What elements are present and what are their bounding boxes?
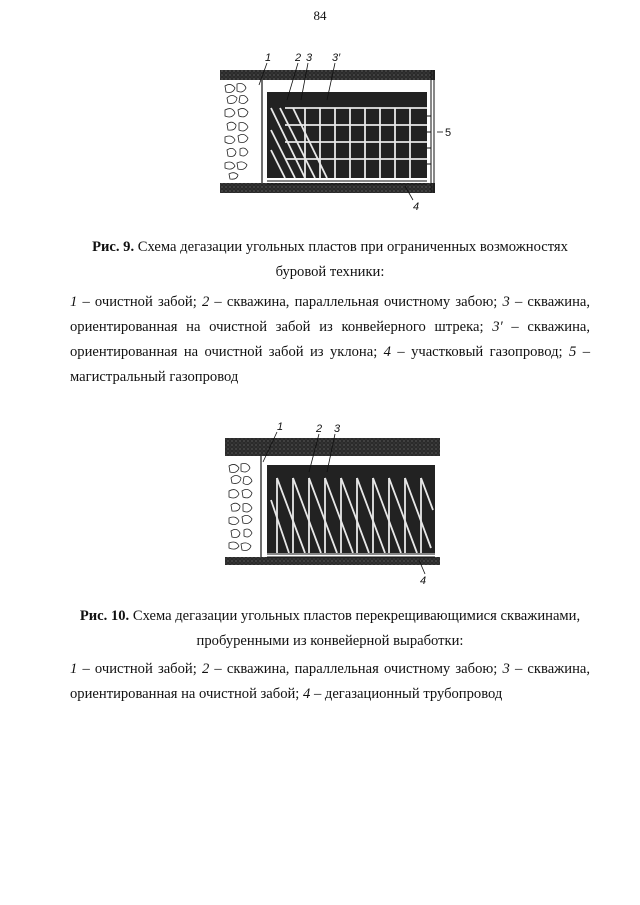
fig10-legend-num: 4: [303, 686, 311, 702]
figure-10-caption: [70, 604, 590, 654]
fig9-legend-num: 5: [569, 344, 577, 360]
fig10-legend-num: 2: [201, 661, 210, 677]
fig9-legend-num: 4: [383, 344, 391, 360]
fig9-legend-text: – скважина, ориентированная на очистной забой из конвейерного штрека;: [70, 294, 591, 335]
fig9-label-3prime: 3′: [332, 52, 341, 64]
goaf-rubble: [225, 84, 248, 180]
fig9-label-5: 5: [445, 127, 452, 139]
fig9-label-2: 2: [295, 52, 302, 64]
fig9-legend-num: 1: [70, 294, 78, 310]
figure-10-caption-text: Схема дегазации угольных пластов перекрещивающимися скважинами, пробуренными из конвейерной выработки:: [132, 608, 581, 649]
fig9-legend-num: 3: [502, 294, 510, 310]
top-drift: [220, 70, 435, 80]
fig10-legend-text: – дегазационный трубопровод: [310, 686, 503, 702]
figure-10-caption-number: Рис. 10.: [79, 608, 130, 624]
figure-9-legend: [70, 290, 590, 390]
fig10-label-4: 4: [420, 575, 427, 587]
fig10-label-3: 3: [334, 423, 341, 435]
figure-10-diagram: [215, 420, 455, 590]
fig10-legend-num: 3: [502, 661, 510, 677]
fig9-label-3: 3: [306, 52, 313, 64]
fig10-legend-num: 1: [70, 661, 78, 677]
fig10-legend-text: – скважина, ориентированная на очистной забой;: [70, 661, 591, 702]
fig10-legend-text: – скважина, параллельная очистному забою;: [209, 661, 503, 677]
fig9-legend-num: 3′: [492, 319, 503, 335]
fig9-label-4: 4: [413, 201, 420, 213]
fig10-legend-text: – очистной забой;: [77, 661, 202, 677]
coal-panel: [267, 92, 427, 178]
fig9-label-1: 1: [265, 52, 272, 64]
fig9-legend-text: – скважина, ориентированная на очистной забой из уклона;: [70, 319, 591, 360]
figure-9-caption-number: Рис. 9.: [92, 239, 135, 255]
fig9-legend-num: 2: [201, 294, 210, 310]
figure-9-diagram: [205, 50, 455, 215]
fig9-legend-text: – скважина, параллельная очистному забою;: [209, 294, 503, 310]
fig10-label-2: 2: [316, 423, 323, 435]
fig9-legend-text: – очистной забой;: [77, 294, 202, 310]
page-number: 84: [313, 8, 327, 23]
figure-9-caption-text: Схема дегазации угольных пластов при ограниченных возможностях буровой техники:: [137, 239, 568, 280]
fig9-legend-text: – участковый газопровод;: [390, 344, 569, 360]
fig10-label-1: 1: [277, 421, 284, 433]
figure-10-legend: [70, 657, 590, 707]
fig9-legend-text: – магистральный газопровод: [70, 344, 590, 385]
figure-9-caption: [70, 235, 590, 285]
bottom-drift: [225, 557, 440, 565]
goaf-rubble: [229, 464, 252, 551]
